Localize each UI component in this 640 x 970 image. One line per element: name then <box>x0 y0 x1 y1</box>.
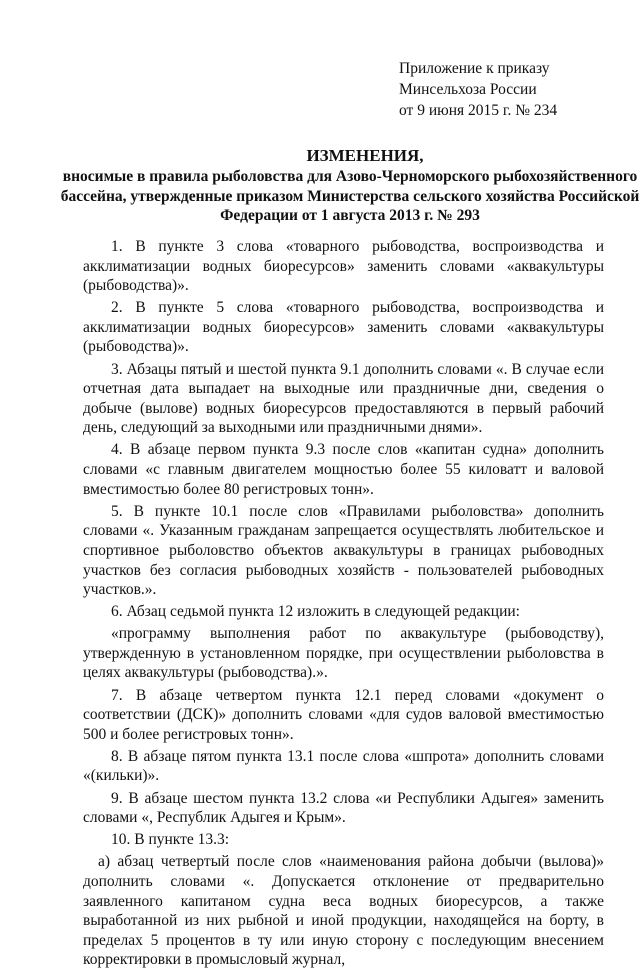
paragraph-item-10-a: а) абзац четвертый после слов «наименования района добычи (вылова)» дополнить словами «. Допускается отклонение от предварительно заявленного капитаном судна веса водных биоресурсов, а также выработанной из них рыбной и иной продукции, находящейся на борту, в пределах 5 процентов в ту или иную сторону с последующим внесением корректировки в промысловый журнал, <box>83 853 604 969</box>
paragraph-item-8: 8. В абзаце пятом пункта 13.1 после слова «шпрота» дополнить словами «(кильки)». <box>83 747 604 785</box>
paragraph-item-6-text: «программу выполнения работ по аквакультуре (рыбоводству), утвержденную в установленном порядке, при осуществлении рыболовства в целях аквакультуры (рыбоводства).». <box>83 625 604 682</box>
paragraph-item-3: 3. Абзацы пятый и шестой пункта 9.1 дополнить словами «. В случае если отчетная дата выпадает на выходные или праздничные дни, сведения о добыче (вылове) водных биоресурсов предоставляются в первый рабочий день, следующий за выходными или праздничными днями». <box>83 360 604 437</box>
appendix-reference <box>399 58 557 121</box>
document-body <box>83 237 604 970</box>
paragraph-item-1: 1. В пункте 3 слова «товарного рыбоводства, воспроизводства и акклиматизации водных биоресурсов» заменить словами «аквакультуры (рыбоводства)». <box>83 238 604 295</box>
appendix-line-2: Минсельхоза России <box>399 81 537 98</box>
title-subtitle: вносимые в правила рыболовства для Азово-Черноморского рыбохозяйственного бассейна, утвержденные приказом Министерства сельского хозяйства Российской Федерации от 1 августа 2013 г. № 293 <box>60 168 640 224</box>
document-title <box>60 145 640 226</box>
paragraph-item-2: 2. В пункте 5 слова «товарного рыбоводства, воспроизводства и акклиматизации водных биоресурсов» заменить словами «аквакультуры (рыбоводства)». <box>83 299 604 356</box>
paragraph-item-5: 5. В пункте 10.1 после слов «Правилами рыболовства» дополнить словами «. Указанным гражданам запрещается осуществлять любительское и спортивное рыболовство объектов аквакультуры в границах рыбоводных участков без согласия рыбоводных хозяйств - пользователей рыбоводных участков.». <box>83 502 604 599</box>
paragraph-item-4: 4. В абзаце первом пункта 9.3 после слов «капитан судна» дополнить словами «с главным двигателем мощностью более 55 киловатт и валовой вместимостью более 80 регистровых тонн». <box>83 441 604 498</box>
title-heading: ИЗМЕНЕНИЯ, <box>306 146 424 165</box>
paragraph-item-6: 6. Абзац седьмой пункта 12 изложить в следующей редакции: <box>111 603 520 621</box>
paragraph-item-9: 9. В абзаце шестом пункта 13.2 слова «и Республики Адыгея» заменить словами «, Республик Адыгея и Крым». <box>83 789 604 827</box>
appendix-line-1: Приложение к приказу <box>399 60 550 77</box>
paragraph-item-7: 7. В абзаце четвертом пункта 12.1 перед словами «документ о соответствии (ДСК)» дополнить словами «для судов валовой вместимостью 500 и более регистровых тонн». <box>83 686 604 743</box>
appendix-line-3: от 9 июня 2015 г. № 234 <box>399 102 558 119</box>
paragraph-item-10: 10. В пункте 13.3: <box>111 831 230 849</box>
